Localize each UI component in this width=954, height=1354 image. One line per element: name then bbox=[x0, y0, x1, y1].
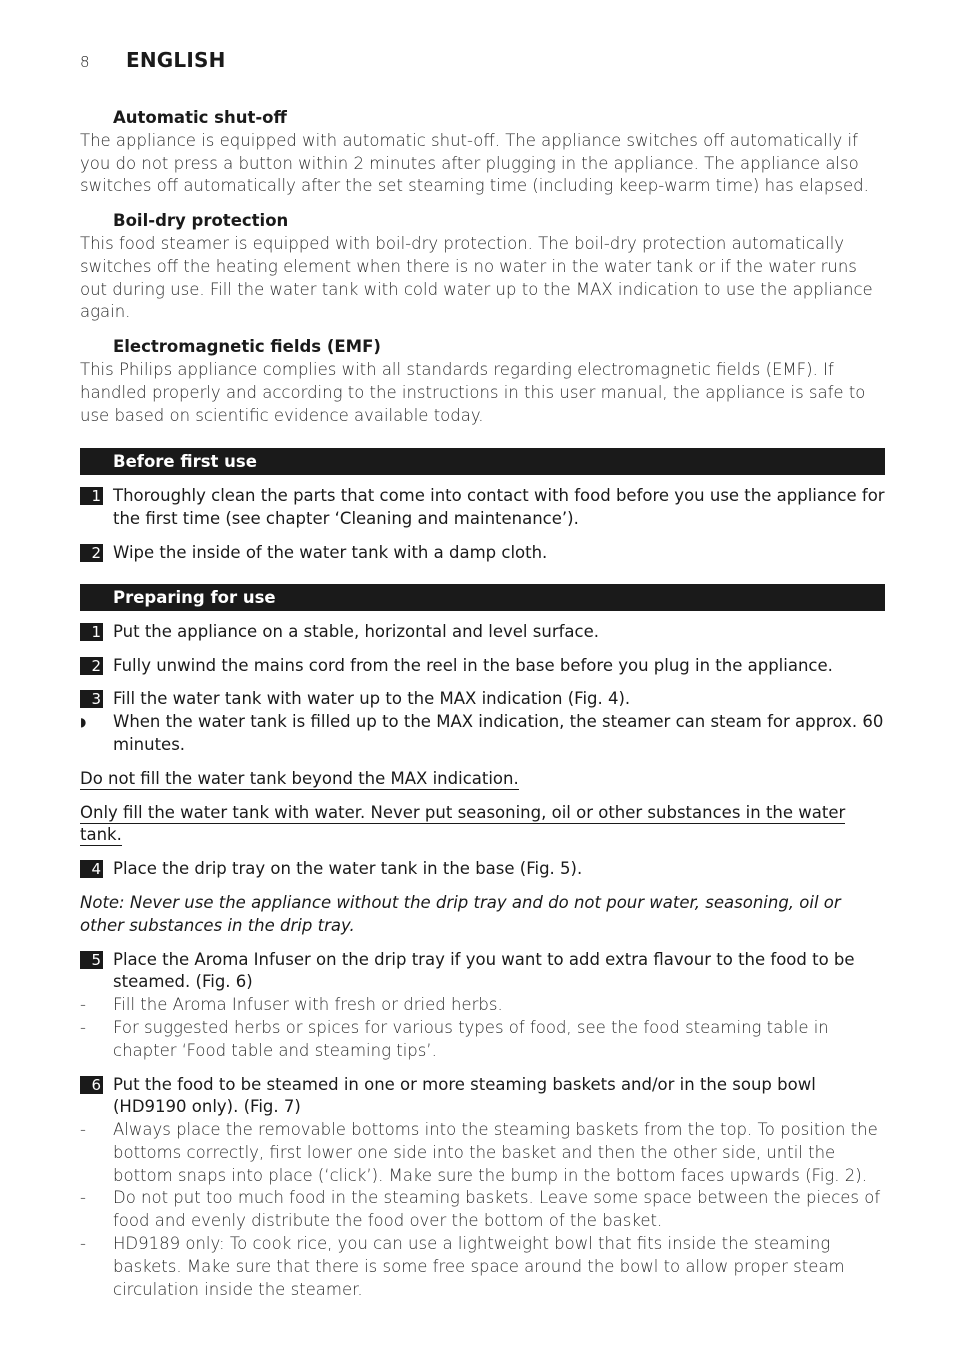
list-item bbox=[80, 1233, 885, 1301]
warning-text bbox=[80, 768, 885, 791]
warning-underlined: tank. bbox=[80, 825, 122, 845]
step-number-badge: 6 bbox=[80, 1076, 103, 1094]
warning-underlined: Do not fill the water tank beyond the MAX indication. bbox=[80, 768, 519, 788]
step-number-badge: 2 bbox=[80, 544, 103, 562]
list-item bbox=[80, 1017, 885, 1063]
step-text: Fill the water tank with water up to the MAX indication (Fig. 4). bbox=[113, 689, 631, 709]
step5-sublist bbox=[80, 994, 885, 1062]
list-item-text: Always place the removable bottoms into the steaming baskets from the top. To position the bottoms correctly, first lower one side into the basket and then the other side, until the bottom snaps into place (‘click’). Make sure the bump in the bottom faces upwards (Fig. 2). bbox=[113, 1120, 878, 1185]
step-item bbox=[80, 621, 885, 644]
step-text: Place the drip tray on the water tank in the base (Fig. 5). bbox=[113, 859, 583, 879]
list-item-text: Do not put too much food in the steaming baskets. Leave some space between the pieces of food and evenly distribute the food over the bottom of the basket. bbox=[113, 1188, 881, 1231]
list-item bbox=[80, 994, 885, 1017]
section-heading-emf: Electromagnetic fields (EMF) bbox=[113, 337, 381, 357]
dash-bullet: - bbox=[80, 995, 86, 1015]
warning-underlined: Only fill the water tank with water. Never put seasoning, oil or other substances in the water bbox=[80, 802, 846, 822]
page-content bbox=[80, 107, 885, 1312]
step-item bbox=[80, 655, 885, 678]
language-title: ENGLISH bbox=[126, 48, 226, 72]
note-text: Note: Never use the appliance without the drip tray and do not pour water, seasoning, oil or other substances in the drip tray. bbox=[80, 892, 841, 935]
dash-bullet: - bbox=[80, 1017, 86, 1037]
step-number-badge: 1 bbox=[80, 487, 103, 505]
step-number-badge: 5 bbox=[80, 951, 103, 969]
step-text: Fully unwind the mains cord from the reel in the base before you plug in the appliance. bbox=[113, 655, 833, 675]
dash-bullet: - bbox=[80, 1234, 86, 1254]
section-bar-before-first-use: Before first use bbox=[80, 448, 885, 475]
page-number: 8 bbox=[80, 53, 90, 71]
step-text: Place the Aroma Infuser on the drip tray if you want to add extra flavour to the food to be steamed. (Fig. 6) bbox=[113, 949, 855, 992]
warning-text bbox=[80, 802, 885, 848]
page-header bbox=[80, 48, 226, 74]
step-item bbox=[80, 858, 885, 881]
list-item bbox=[80, 1119, 885, 1187]
paragraph-boil-dry: This food steamer is equipped with boil-dry protection. The boil-dry protection automatically switches off the heating element when there is no water in the water tank or if the water runs out during use. Fill the water tank with cold water up to the MAX indication to use the appliance again. bbox=[80, 233, 873, 322]
step-item bbox=[80, 688, 885, 711]
section-heading-boil-dry: Boil-dry protection bbox=[113, 211, 289, 231]
step-number-badge: 1 bbox=[80, 623, 103, 641]
step-text: Thoroughly clean the parts that come into contact with food before you use the appliance for the first time (see chapter ‘Cleaning and maintenance’). bbox=[113, 486, 885, 529]
section-bar-preparing-for-use: Preparing for use bbox=[80, 584, 885, 611]
step-text: Put the food to be steamed in one or more steaming baskets and/or in the soup bowl (HD9190 only). (Fig. 7) bbox=[113, 1074, 816, 1117]
paragraph-auto-shutoff: The appliance is equipped with automatic shut-off. The appliance switches off automatically if you do not press a button within 2 minutes after plugging in the appliance. The appliance also switches off automatically after the set steaming time (including keep-warm time) has elapsed. bbox=[80, 130, 869, 196]
step6-sublist bbox=[80, 1119, 885, 1301]
step-number-badge: 3 bbox=[80, 690, 103, 708]
step-item bbox=[80, 949, 885, 995]
result-arrow-icon: ◗ bbox=[80, 715, 87, 730]
paragraph-emf: This Philips appliance complies with all standards regarding electromagnetic fields (EMF). If handled properly and according to the instructions in this user manual, the appliance is safe to use based on scientific evidence available today. bbox=[80, 359, 866, 425]
step-number-badge: 2 bbox=[80, 657, 103, 675]
dash-bullet: - bbox=[80, 1188, 86, 1208]
result-text: When the water tank is filled up to the MAX indication, the steamer can steam for approx. 60 minutes. bbox=[113, 712, 884, 754]
step-text: Put the appliance on a stable, horizontal and level surface. bbox=[113, 621, 599, 641]
dash-bullet: - bbox=[80, 1120, 86, 1140]
list-item-text: Fill the Aroma Infuser with fresh or dried herbs. bbox=[113, 995, 503, 1015]
step-result bbox=[80, 711, 885, 757]
list-item bbox=[80, 1187, 885, 1233]
step-item bbox=[80, 1074, 885, 1120]
step-number-badge: 4 bbox=[80, 860, 103, 878]
step-item bbox=[80, 542, 885, 565]
step-item bbox=[80, 485, 885, 531]
step-text: Wipe the inside of the water tank with a damp cloth. bbox=[113, 542, 548, 562]
list-item-text: For suggested herbs or spices for various types of food, see the food steaming table in chapter ‘Food table and steaming tips’. bbox=[113, 1017, 829, 1060]
list-item-text: HD9189 only: To cook rice, you can use a lightweight bowl that fits inside the steaming baskets. Make sure that there is some free space around the bowl to allow proper steam circulation inside the steamer. bbox=[113, 1234, 845, 1299]
section-heading-auto-shutoff: Automatic shut-off bbox=[113, 108, 287, 127]
